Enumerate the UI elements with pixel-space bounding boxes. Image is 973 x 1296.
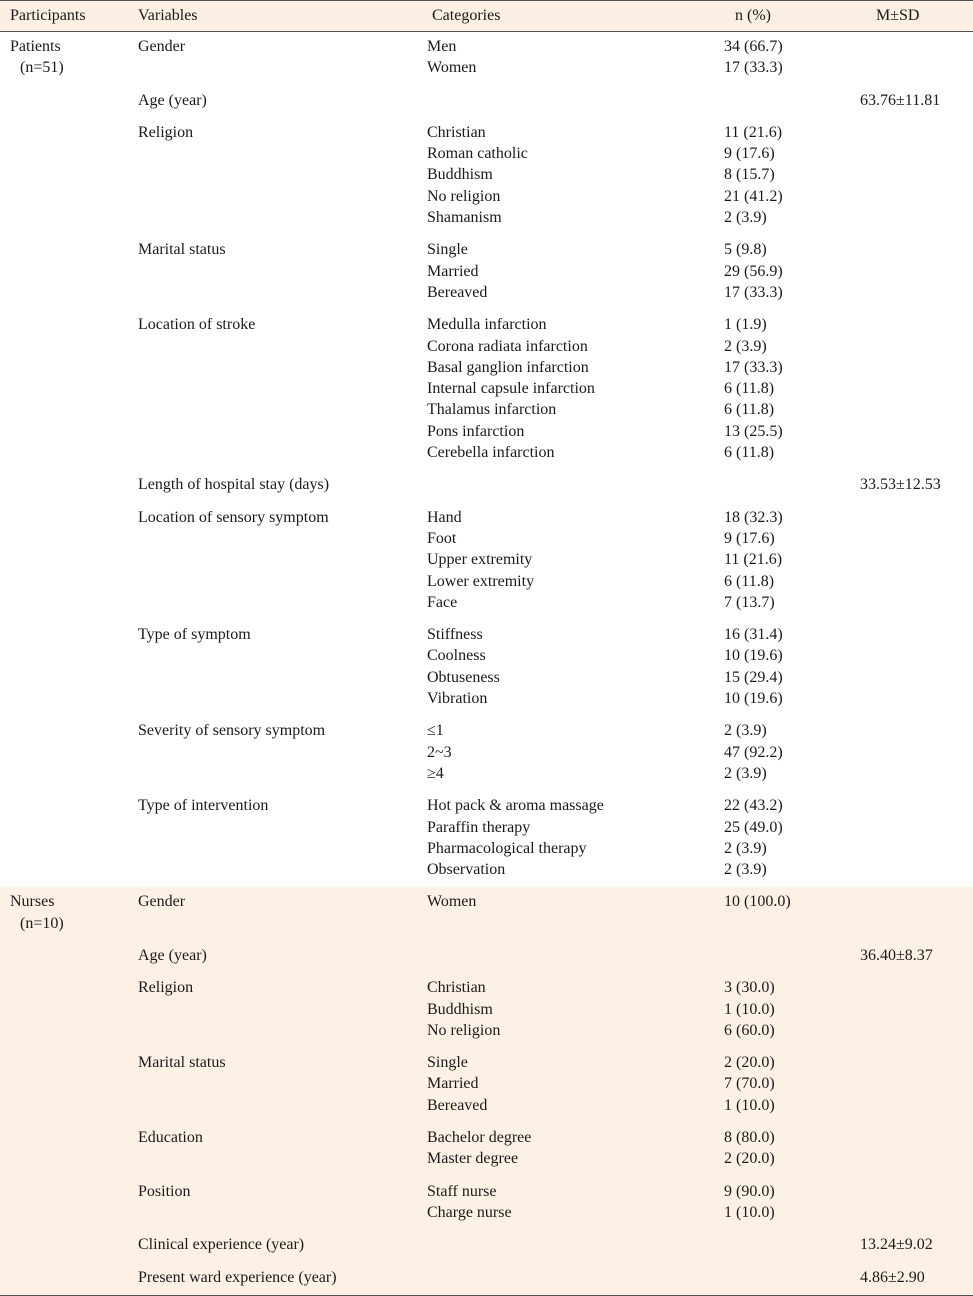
table-row bbox=[0, 941, 973, 973]
empty-cell bbox=[0, 1048, 128, 1123]
n-percent-cell bbox=[672, 310, 840, 470]
variable-name: Length of hospital stay (days) bbox=[138, 476, 330, 494]
categories-cell bbox=[422, 503, 672, 620]
category-label: Face bbox=[427, 593, 458, 611]
n-percent-cell bbox=[672, 791, 840, 887]
categories-cell bbox=[422, 235, 672, 310]
empty-cell bbox=[0, 118, 128, 235]
mean-sd-value bbox=[840, 503, 973, 620]
n-percent-cell bbox=[672, 1230, 840, 1262]
category-label: Stiffness bbox=[427, 626, 483, 644]
empty-cell bbox=[0, 470, 128, 502]
categories-cell bbox=[422, 1263, 672, 1296]
n-percent-value: 6 (60.0) bbox=[724, 1021, 775, 1039]
nurses-label: Nurses bbox=[10, 893, 55, 911]
category-label: Pharmacological therapy bbox=[427, 839, 587, 857]
n-percent-cell bbox=[672, 470, 840, 502]
empty-cell bbox=[0, 86, 128, 118]
mean-sd-value bbox=[840, 1123, 973, 1177]
category-label: Coolness bbox=[427, 647, 486, 665]
variable-name: Location of stroke bbox=[138, 316, 256, 334]
categories-cell bbox=[422, 470, 672, 502]
categories-cell bbox=[422, 86, 672, 118]
nurses-label-cell bbox=[0, 887, 128, 941]
category-label: Staff nurse bbox=[427, 1182, 497, 1200]
variable-name: Position bbox=[128, 1177, 422, 1231]
empty-cell bbox=[0, 310, 128, 470]
categories-cell bbox=[422, 1123, 672, 1177]
header-n-percent: n (%) bbox=[672, 1, 840, 32]
categories-cell bbox=[422, 887, 672, 941]
n-percent-cell bbox=[672, 1263, 840, 1296]
mean-sd-value bbox=[840, 716, 973, 791]
mean-sd-value: 63.76±11.81 bbox=[860, 91, 941, 109]
variable-name: Type of intervention bbox=[138, 797, 269, 815]
category-label: Bereaved bbox=[427, 1096, 488, 1114]
nurses-count: (n=10) bbox=[20, 914, 64, 932]
table-row bbox=[0, 973, 973, 1048]
categories-cell bbox=[422, 791, 672, 887]
table-row bbox=[0, 620, 973, 716]
categories-cell bbox=[422, 32, 672, 86]
category-label: Roman catholic bbox=[427, 145, 528, 163]
category-label: Bachelor degree bbox=[427, 1129, 532, 1147]
n-percent-value: 16 (31.4) bbox=[724, 626, 783, 644]
variable-name: Age (year) bbox=[128, 941, 422, 973]
empty-cell bbox=[0, 941, 128, 973]
categories-cell bbox=[422, 118, 672, 235]
n-percent-value: 18 (32.3) bbox=[724, 508, 783, 526]
patients-label: Patients bbox=[10, 38, 61, 55]
n-percent-value: 1 (10.0) bbox=[724, 1096, 775, 1114]
n-percent-cell bbox=[672, 118, 840, 235]
n-percent-value: 17 (33.3) bbox=[724, 283, 783, 301]
n-percent-value: 1 (1.9) bbox=[724, 316, 767, 334]
table-row bbox=[0, 118, 973, 235]
category-label: Hot pack & aroma massage bbox=[427, 797, 604, 815]
nurses-section bbox=[0, 887, 973, 1295]
empty-cell bbox=[0, 620, 128, 716]
table-row bbox=[0, 503, 973, 620]
mean-sd-value: 36.40±8.37 bbox=[840, 941, 973, 973]
category-label: Thalamus infarction bbox=[427, 401, 557, 419]
categories-cell bbox=[422, 310, 672, 470]
n-percent-value: 2 (3.9) bbox=[724, 764, 767, 782]
table-row bbox=[0, 1263, 973, 1296]
n-percent-value: 2 (20.0) bbox=[724, 1054, 775, 1072]
header-mean-sd: M±SD bbox=[840, 1, 973, 32]
empty-cell bbox=[0, 1230, 128, 1262]
n-percent-value: 9 (90.0) bbox=[724, 1182, 775, 1200]
header-categories: Categories bbox=[422, 1, 672, 32]
n-percent-value: 5 (9.8) bbox=[724, 241, 767, 259]
mean-sd-value bbox=[840, 118, 973, 235]
n-percent-cell bbox=[672, 887, 840, 941]
mean-sd-value bbox=[840, 620, 973, 716]
categories-cell bbox=[422, 1177, 672, 1231]
category-label: Master degree bbox=[427, 1150, 519, 1168]
variable-name: Marital status bbox=[138, 241, 226, 259]
variable-name: Present ward experience (year) bbox=[128, 1263, 422, 1296]
n-percent-value: 2 (20.0) bbox=[724, 1150, 775, 1168]
category-label: Married bbox=[427, 1075, 479, 1093]
mean-sd-value bbox=[840, 235, 973, 310]
categories-cell bbox=[422, 620, 672, 716]
category-label: Obtuseness bbox=[427, 668, 500, 686]
n-percent-value: 9 (17.6) bbox=[724, 529, 775, 547]
empty-cell bbox=[0, 973, 128, 1048]
n-percent-value: 6 (11.8) bbox=[724, 401, 775, 419]
categories-cell bbox=[422, 973, 672, 1048]
n-percent-value: 6 (11.8) bbox=[724, 380, 775, 398]
category-label: Single bbox=[427, 1054, 468, 1072]
mean-sd-value bbox=[840, 791, 973, 887]
mean-sd-value bbox=[840, 1177, 973, 1231]
n-percent-value: 1 (10.0) bbox=[724, 1203, 775, 1221]
n-percent-value: 6 (11.8) bbox=[724, 444, 775, 462]
variable-name: Marital status bbox=[128, 1048, 422, 1123]
n-percent-cell bbox=[672, 620, 840, 716]
table-row bbox=[0, 86, 973, 118]
n-percent-value: 2 (3.9) bbox=[724, 861, 767, 879]
header-variables: Variables bbox=[128, 1, 422, 32]
table-row bbox=[0, 887, 973, 941]
category-label: No religion bbox=[427, 1021, 501, 1039]
mean-sd-value: 13.24±9.02 bbox=[840, 1230, 973, 1262]
category-label: Women bbox=[427, 893, 477, 911]
n-percent-value: 7 (70.0) bbox=[724, 1075, 775, 1093]
category-label: Corona radiata infarction bbox=[427, 337, 588, 355]
category-label: Upper extremity bbox=[427, 551, 533, 569]
category-label: Pons infarction bbox=[427, 422, 525, 440]
mean-sd-value: 4.86±2.90 bbox=[840, 1263, 973, 1296]
table-row bbox=[0, 716, 973, 791]
category-label: Hand bbox=[427, 508, 462, 526]
category-label: Single bbox=[427, 241, 468, 259]
category-label: 2~3 bbox=[427, 743, 452, 761]
category-label: Vibration bbox=[427, 690, 488, 708]
n-percent-cell bbox=[672, 503, 840, 620]
patients-label-cell bbox=[0, 32, 128, 86]
header-row bbox=[0, 1, 973, 32]
mean-sd-value bbox=[840, 310, 973, 470]
table-row bbox=[0, 1177, 973, 1231]
n-percent-value: 2 (3.9) bbox=[724, 839, 767, 857]
mean-sd-value bbox=[840, 887, 973, 941]
n-percent-value: 8 (80.0) bbox=[724, 1129, 775, 1147]
n-percent-value: 6 (11.8) bbox=[724, 572, 775, 590]
variable-name: Age (year) bbox=[138, 91, 207, 109]
n-percent-cell bbox=[672, 32, 840, 86]
table-row bbox=[0, 1123, 973, 1177]
n-percent-value: 10 (100.0) bbox=[724, 893, 791, 911]
category-label: Christian bbox=[427, 123, 486, 141]
categories-cell bbox=[422, 941, 672, 973]
n-percent-value: 1 (10.0) bbox=[724, 1000, 775, 1018]
n-percent-cell bbox=[672, 716, 840, 791]
patients-section bbox=[0, 32, 973, 888]
n-percent-value: 34 (66.7) bbox=[724, 38, 783, 55]
table-row bbox=[0, 791, 973, 887]
n-percent-value: 15 (29.4) bbox=[724, 668, 783, 686]
n-percent-value: 17 (33.3) bbox=[724, 59, 783, 77]
category-label: Paraffin therapy bbox=[427, 818, 531, 836]
n-percent-value: 17 (33.3) bbox=[724, 358, 783, 376]
variable-name: Gender bbox=[128, 887, 422, 941]
n-percent-cell bbox=[672, 86, 840, 118]
category-label: Christian bbox=[427, 979, 486, 997]
n-percent-value: 9 (17.6) bbox=[724, 145, 775, 163]
mean-sd-value bbox=[840, 1048, 973, 1123]
category-label: ≤1 bbox=[427, 722, 444, 740]
n-percent-value: 29 (56.9) bbox=[724, 262, 783, 280]
variable-name: Type of symptom bbox=[138, 626, 251, 644]
categories-cell bbox=[422, 1230, 672, 1262]
n-percent-cell bbox=[672, 235, 840, 310]
category-label: Women bbox=[427, 59, 477, 77]
empty-cell bbox=[0, 791, 128, 887]
n-percent-cell bbox=[672, 973, 840, 1048]
n-percent-value: 10 (19.6) bbox=[724, 647, 783, 665]
category-label: Foot bbox=[427, 529, 457, 547]
n-percent-value: 47 (92.2) bbox=[724, 743, 783, 761]
n-percent-cell bbox=[672, 1123, 840, 1177]
patients-count: (n=51) bbox=[20, 59, 64, 77]
n-percent-cell bbox=[672, 1048, 840, 1123]
category-label: Married bbox=[427, 262, 479, 280]
categories-cell bbox=[422, 716, 672, 791]
n-percent-value: 10 (19.6) bbox=[724, 690, 783, 708]
category-label: Internal capsule infarction bbox=[427, 380, 595, 398]
empty-cell bbox=[0, 1123, 128, 1177]
variable-name: Education bbox=[128, 1123, 422, 1177]
category-label: Lower extremity bbox=[427, 572, 535, 590]
category-label: Observation bbox=[427, 861, 506, 879]
categories-cell bbox=[422, 1048, 672, 1123]
n-percent-value: 13 (25.5) bbox=[724, 422, 783, 440]
category-label: Men bbox=[427, 38, 457, 55]
n-percent-value: 25 (49.0) bbox=[724, 818, 783, 836]
mean-sd-value bbox=[840, 32, 973, 86]
table-row bbox=[0, 1230, 973, 1262]
empty-cell bbox=[0, 1263, 128, 1296]
table-row bbox=[0, 470, 973, 502]
category-label: Medulla infarction bbox=[427, 316, 547, 334]
empty-cell bbox=[0, 716, 128, 791]
category-label: Buddhism bbox=[427, 166, 493, 184]
n-percent-value: 2 (3.9) bbox=[724, 209, 767, 227]
n-percent-value: 22 (43.2) bbox=[724, 797, 783, 815]
n-percent-cell bbox=[672, 1177, 840, 1231]
n-percent-value: 7 (13.7) bbox=[724, 593, 775, 611]
variable-name: Religion bbox=[128, 973, 422, 1048]
mean-sd-value: 33.53±12.53 bbox=[860, 476, 941, 494]
empty-cell bbox=[0, 1177, 128, 1231]
n-percent-value: 11 (21.6) bbox=[724, 551, 783, 569]
category-label: Basal ganglion infarction bbox=[427, 358, 589, 376]
category-label: Bereaved bbox=[427, 283, 488, 301]
table-row bbox=[0, 235, 973, 310]
n-percent-value: 3 (30.0) bbox=[724, 979, 775, 997]
n-percent-value: 8 (15.7) bbox=[724, 166, 775, 184]
variable-name: Gender bbox=[138, 38, 186, 55]
variable-name: Religion bbox=[138, 123, 194, 141]
category-label: ≥4 bbox=[427, 764, 444, 782]
table-row bbox=[0, 310, 973, 470]
category-label: Charge nurse bbox=[427, 1203, 512, 1221]
variable-name: Clinical experience (year) bbox=[128, 1230, 422, 1262]
empty-cell bbox=[0, 503, 128, 620]
n-percent-value: 11 (21.6) bbox=[724, 123, 783, 141]
category-label: Shamanism bbox=[427, 209, 502, 227]
header-participants: Participants bbox=[0, 1, 128, 32]
empty-cell bbox=[0, 235, 128, 310]
table-row bbox=[0, 32, 973, 86]
category-label: Cerebella infarction bbox=[427, 444, 555, 462]
variable-name: Severity of sensory symptom bbox=[138, 722, 326, 740]
variable-name: Location of sensory symptom bbox=[138, 508, 329, 526]
table-row bbox=[0, 1048, 973, 1123]
category-label: Buddhism bbox=[427, 1000, 493, 1018]
n-percent-cell bbox=[672, 941, 840, 973]
n-percent-value: 2 (3.9) bbox=[724, 337, 767, 355]
n-percent-value: 21 (41.2) bbox=[724, 187, 783, 205]
category-label: No religion bbox=[427, 187, 501, 205]
mean-sd-value bbox=[840, 973, 973, 1048]
n-percent-value: 2 (3.9) bbox=[724, 722, 767, 740]
